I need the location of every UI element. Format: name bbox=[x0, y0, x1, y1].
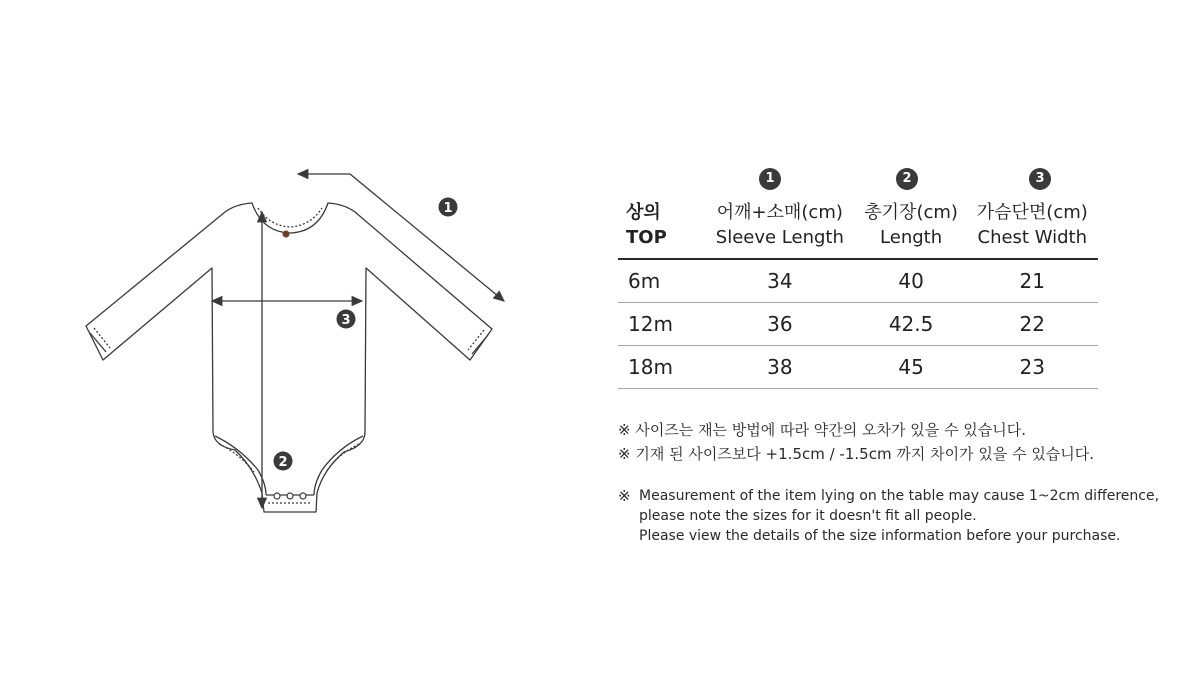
header-category-ko: 상의 bbox=[626, 202, 661, 223]
size-notes-korean bbox=[618, 418, 1178, 466]
length-cell: 40 bbox=[856, 259, 967, 303]
column-badge-chest: 3 bbox=[1029, 168, 1051, 190]
snap-buttons bbox=[274, 493, 306, 499]
callout-2-label: 2 bbox=[278, 455, 288, 470]
sleeve-cell: 34 bbox=[704, 259, 856, 303]
note-en-text: Measurement of the item lying on the table may cause 1~2cm difference, bbox=[639, 488, 1160, 504]
size-cell: 6m bbox=[618, 259, 704, 303]
note-en-line bbox=[618, 506, 1178, 526]
chest-cell: 21 bbox=[967, 259, 1098, 303]
sleeve-length-arrow bbox=[298, 174, 504, 301]
chest-cell: 22 bbox=[967, 303, 1098, 346]
note-mark: ※ bbox=[618, 487, 631, 505]
header-length bbox=[856, 194, 967, 259]
sleeve-cell: 36 bbox=[704, 303, 856, 346]
header-category-en: TOP bbox=[626, 227, 667, 248]
size-notes-english bbox=[618, 486, 1178, 546]
callout-3 bbox=[337, 310, 356, 329]
column-badges bbox=[618, 164, 1098, 194]
header-sleeve bbox=[704, 194, 856, 259]
table-header-row bbox=[618, 194, 1098, 259]
size-cell: 12m bbox=[618, 303, 704, 346]
callout-1 bbox=[439, 198, 458, 217]
note-ko-measurement: ※ 사이즈는 재는 방법에 따라 약간의 오차가 있을 수 있습니다. bbox=[618, 421, 1027, 439]
note-ko-tolerance: ※ 기재 된 사이즈보다 +1.5cm / -1.5cm 까지 차이가 있을 수 있습니다. bbox=[618, 445, 1095, 463]
header-length-en: Length bbox=[880, 227, 943, 248]
bodysuit-diagram bbox=[70, 150, 530, 530]
callout-3-label: 3 bbox=[341, 313, 351, 328]
length-cell: 45 bbox=[856, 346, 967, 389]
size-cell: 18m bbox=[618, 346, 704, 389]
header-sleeve-ko: 어깨+소매(cm) bbox=[716, 202, 843, 223]
header-length-ko: 총기장(cm) bbox=[864, 202, 958, 223]
callout-1-label: 1 bbox=[443, 201, 453, 216]
table-row bbox=[618, 259, 1098, 303]
chest-cell: 23 bbox=[967, 346, 1098, 389]
header-chest-en: Chest Width bbox=[977, 227, 1088, 248]
size-chart bbox=[618, 164, 1098, 389]
callout-2 bbox=[274, 452, 293, 471]
size-table bbox=[618, 194, 1098, 389]
header-sleeve-en: Sleeve Length bbox=[715, 227, 844, 248]
neck-button bbox=[283, 231, 290, 238]
sleeve-cell: 38 bbox=[704, 346, 856, 389]
column-badge-sleeve: 1 bbox=[759, 168, 781, 190]
note-en-line bbox=[618, 526, 1178, 546]
header-category bbox=[618, 194, 704, 259]
note-en-line bbox=[618, 486, 1178, 506]
column-badge-length: 2 bbox=[896, 168, 918, 190]
table-row bbox=[618, 303, 1098, 346]
length-cell: 42.5 bbox=[856, 303, 967, 346]
header-chest bbox=[967, 194, 1098, 259]
note-en-text: please note the sizes for it doesn't fit all people. bbox=[639, 508, 977, 524]
header-chest-ko: 가슴단면(cm) bbox=[976, 202, 1088, 223]
note-en-text: Please view the details of the size information before your purchase. bbox=[639, 528, 1121, 544]
table-row bbox=[618, 346, 1098, 389]
